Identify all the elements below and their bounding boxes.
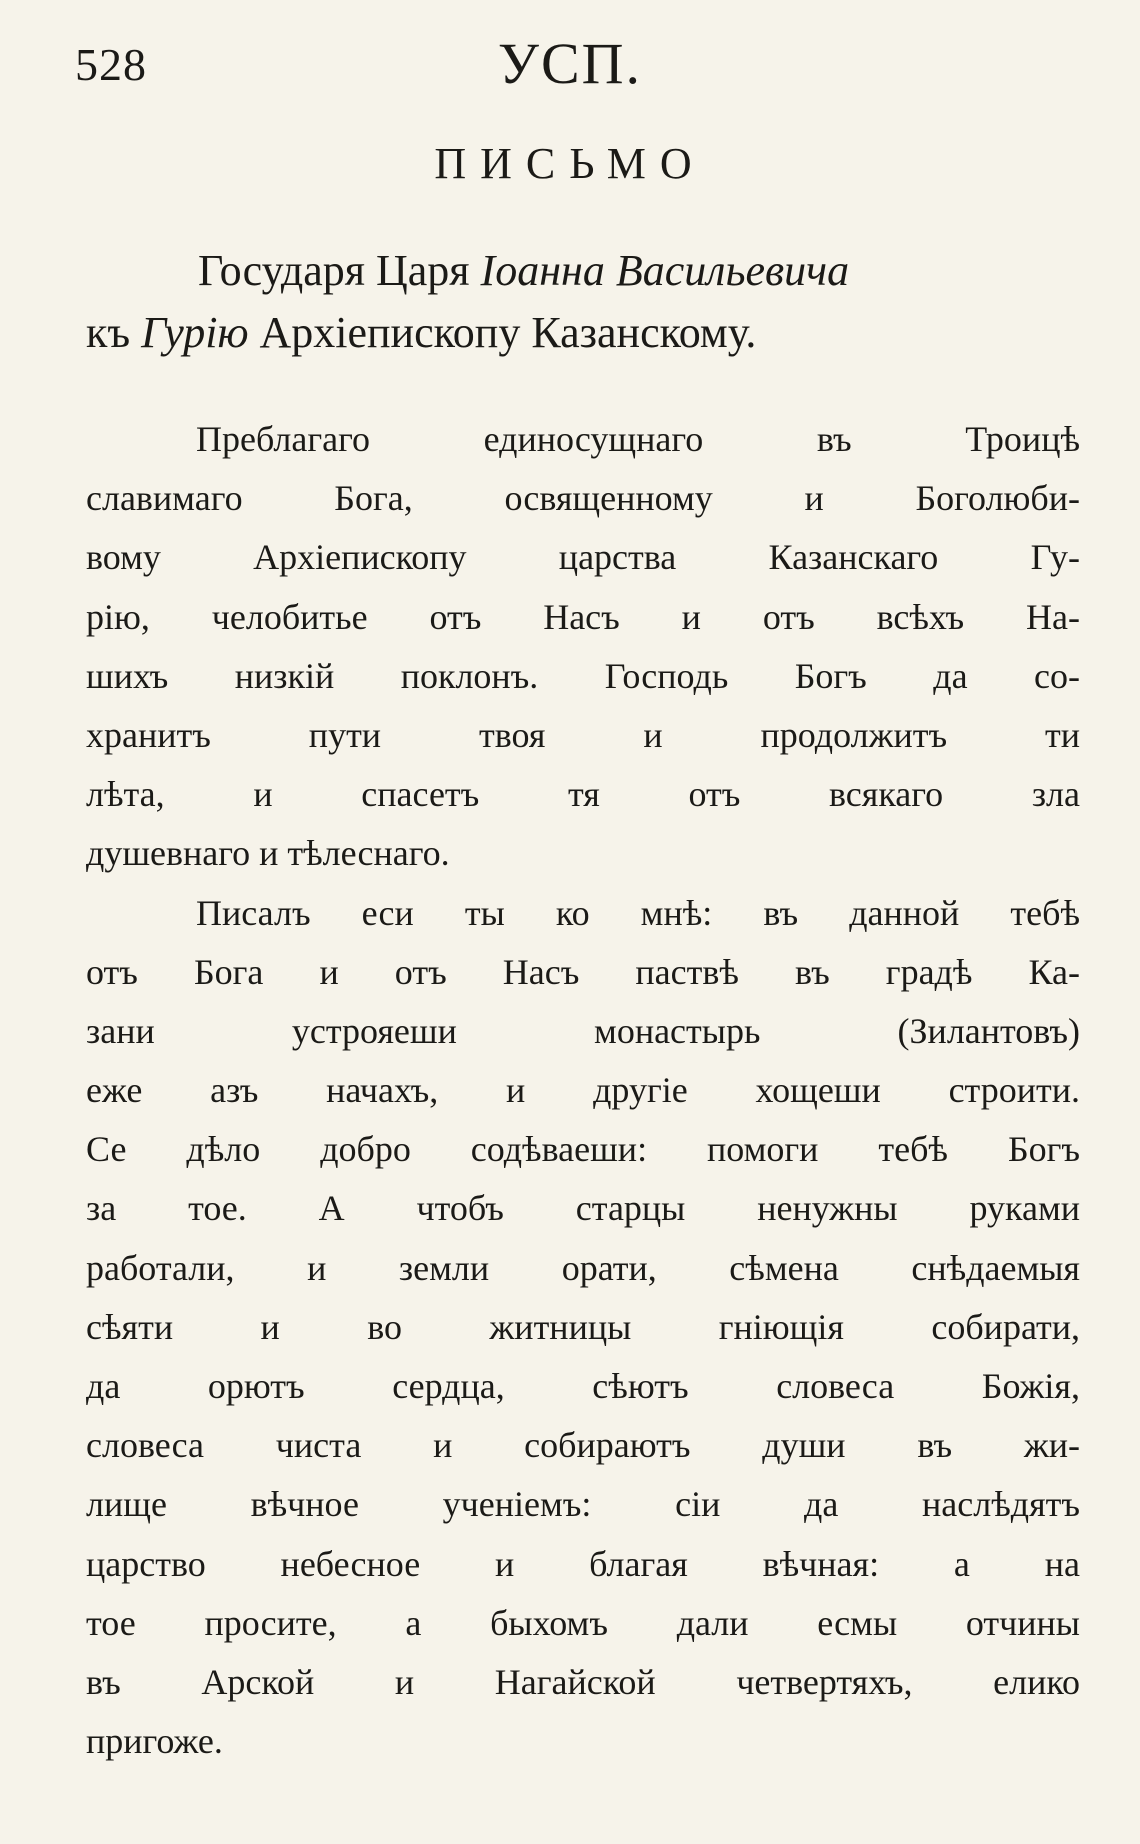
text-line: пригоже. — [86, 1721, 223, 1762]
letter-body — [86, 410, 1080, 1771]
subtitle-text: къ — [86, 308, 142, 357]
text-line: отъ Бога и отъ Насъ паствѣ въ градѣ Ка- — [86, 951, 1080, 992]
text-line: зани устрояеши монастырь (Зилантовъ) — [86, 1010, 1080, 1051]
text-line: Се дѣло добро содѣваеши: помоги тебѣ Богъ — [86, 1129, 1080, 1170]
subtitle-name-tsar: Іоанна Васильевича — [480, 246, 850, 295]
text-line: Преблагаго единосущнаго въ Троицѣ — [196, 419, 1080, 459]
text-line: за тое. А чтобъ старцы ненужны руками — [86, 1188, 1080, 1229]
text-line: Писалъ еси ты ко мнѣ: въ данной тебѣ — [196, 892, 1080, 933]
letter-title: ПИСЬМО — [434, 139, 706, 188]
text-line: еже азъ начахъ, и другіе хощеши строити. — [86, 1070, 1080, 1111]
text-line: лище вѣчное ученіемъ: сіи да наслѣдятъ — [86, 1484, 1080, 1525]
text-line: работали, и земли орати, сѣмена снѣдаемыя — [86, 1247, 1080, 1288]
letter-subtitle — [86, 240, 1080, 364]
text-line: царство небесное и благая вѣчная: а на — [86, 1543, 1080, 1584]
text-line: тое просите, а быхомъ дали есмы отчины — [86, 1602, 1080, 1643]
text-line: шихъ низкій поклонъ. Господь Богъ да со- — [86, 655, 1080, 696]
text-line: хранитъ пути твоя и продолжитъ ти — [86, 714, 1080, 755]
subtitle-line-2 — [86, 302, 1080, 364]
page-number: 528 — [75, 39, 147, 90]
subtitle-text: Архіепископу Казанскому. — [248, 308, 757, 357]
subtitle-text: Государя Царя — [198, 246, 481, 295]
text-line: славимаго Бога, освященному и Боголюби- — [86, 478, 1080, 519]
text-line: да орютъ сердца, сѣютъ словеса Божія, — [86, 1366, 1080, 1406]
text-line: сѣяти и во житницы гніющія собирати, — [86, 1306, 1080, 1347]
text-line: въ Арской и Нагайской четвертяхъ, елико — [86, 1661, 1080, 1702]
text-line: словеса чиста и собираютъ души въ жи- — [86, 1425, 1080, 1466]
page-header — [70, 30, 1070, 110]
text-line: рію, челобитье отъ Насъ и отъ всѣхъ На- — [86, 596, 1080, 637]
running-head: УСП. — [497, 31, 643, 96]
subtitle-name-guriy: Гурію — [141, 308, 249, 357]
text-line: душевнаго и тѣлеснаго. — [86, 833, 450, 874]
text-line: вому Архіепископу царства Казанскаго Гу- — [86, 537, 1080, 578]
subtitle-line-1 — [86, 240, 1080, 302]
text-line: лѣта, и спасетъ тя отъ всякаго зла — [86, 774, 1080, 815]
